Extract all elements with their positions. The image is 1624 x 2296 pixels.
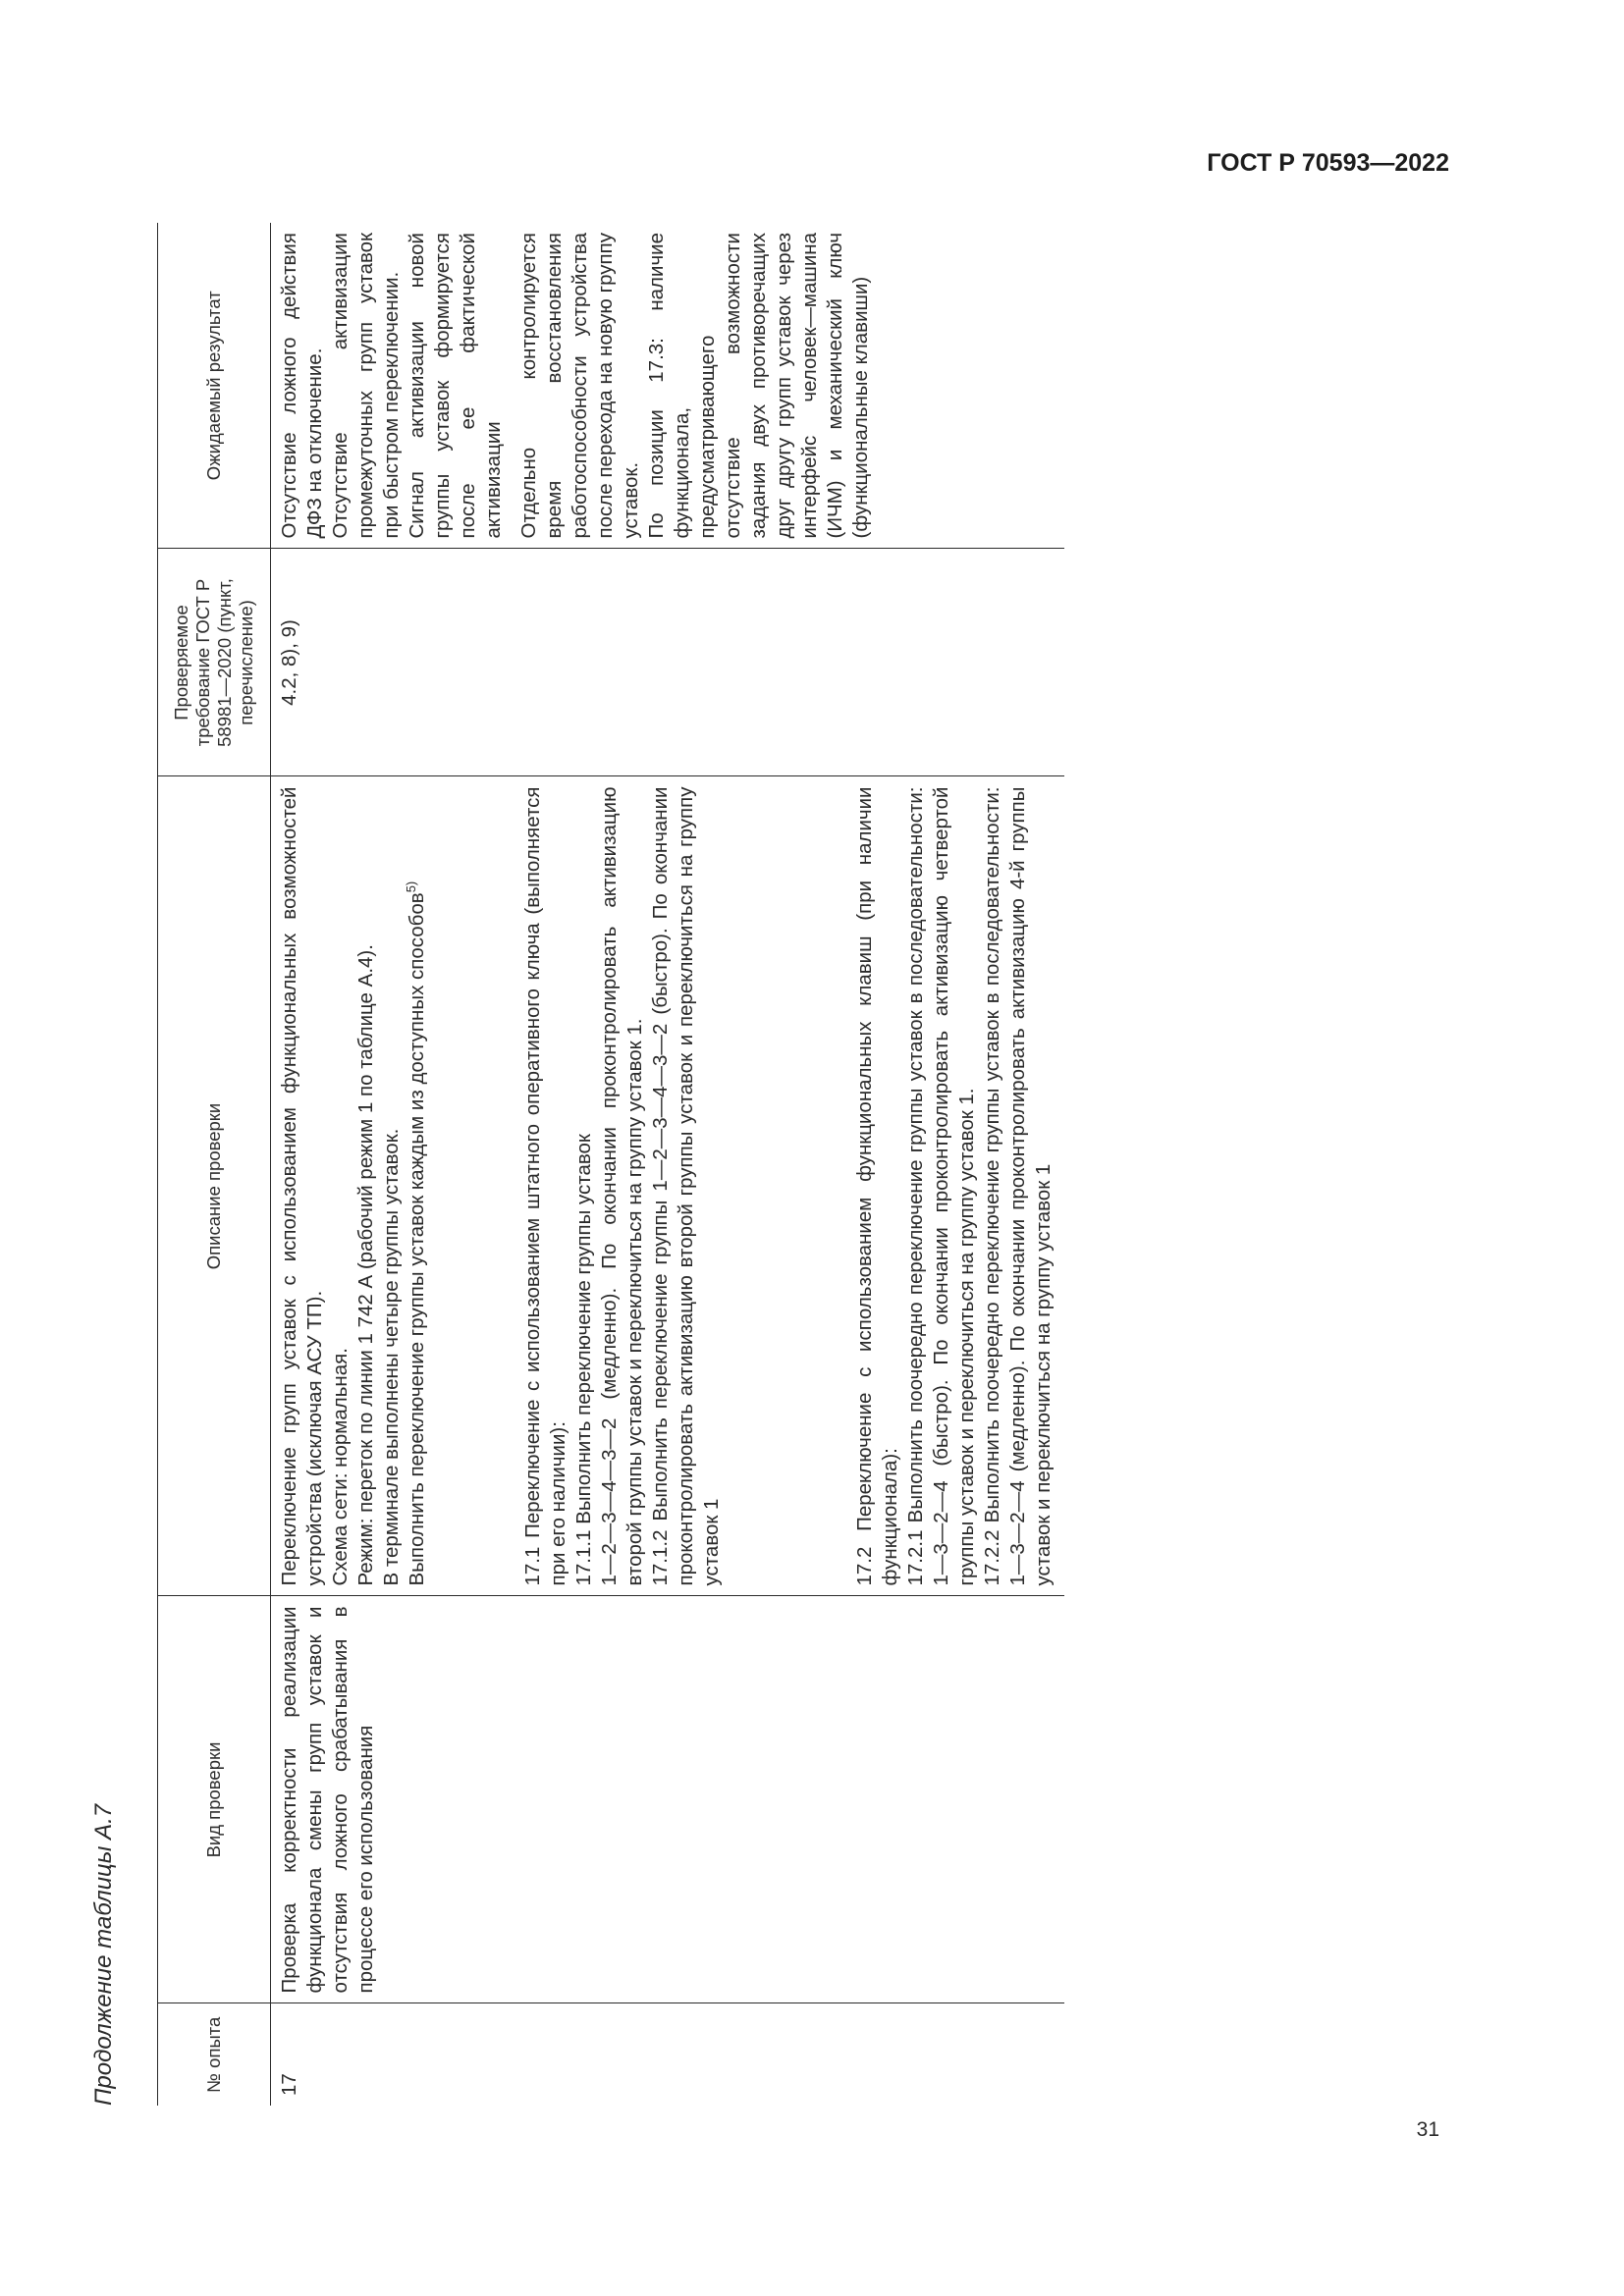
cell-type: Проверка корректности реализации функционала смены групп уставок и отсутствия ложного срабатывания в процессе его использования [271, 1596, 1065, 2003]
desc-p2: Схема сети: нормальная. [329, 1348, 352, 1586]
table-header-row [158, 223, 271, 2106]
desc-p1: Переключение групп уставок с использованием функциональных возможностей устройства (исключая АСУ ТП). [278, 786, 326, 1586]
desc-s1711-title: 17.1.1 Выполнить переключение группы уставок [572, 1134, 595, 1586]
cell-description [271, 776, 1065, 1596]
desc-s1721: 17.2.1 Выполнить поочередно переключение группы уставок в последовательности: 1—3—2—4 (быстро). По окончании проконтролировать активизацию четвертой группы уставок и переключиться на группу уставок 1. [904, 786, 978, 1586]
desc-s1712: 17.1.2 Выполнить переключение группы 1—2—3—4—3—2 (быстро). По окончании проконтролировать активизацию второй группы уставок и переключиться на группу уставок 1 [649, 786, 723, 1586]
header-no: № опыта [158, 2003, 271, 2106]
expected-e1: Отсутствие ложного действия ДФЗ на отключение. [278, 233, 326, 539]
table-caption: Продолжение таблицы А.7 [90, 1803, 117, 2106]
header-type: Вид проверки [158, 1596, 271, 2003]
expected-e3: Сигнал активизации новой группы уставок формируется после ее фактической активизации [406, 233, 505, 539]
header-requirement: Проверяемое требование ГОСТ Р 58981—2020 (пункт, перечисление) [158, 549, 271, 776]
expected-e4: Отдельно контролируется время восстановления работоспособности устройства после перехода на новую группу уставок. [517, 233, 642, 539]
cell-requirement: 4.2, 8), 9) [271, 549, 1065, 776]
header-expected: Ожидаемый результат [158, 223, 271, 549]
desc-s171: 17.1 Переключение с использованием штатного оперативного ключа (выполняется при его наличии): [521, 786, 569, 1586]
desc-p5-text: Выполнить переключение группы уставок каждым из доступных способов [406, 892, 428, 1586]
footnote-ref: 5) [404, 881, 419, 893]
desc-p4: В терминале выполнены четыре группы уставок. [380, 1128, 403, 1586]
cell-expected [271, 223, 1065, 549]
requirements-table [157, 223, 1064, 2106]
desc-s172: 17.2 Переключение с использованием функциональных клавиш (при наличии функционала): [853, 786, 901, 1586]
desc-s1722: 17.2.2 Выполнить поочередно переключение группы уставок в последовательности: 1—3—2—4 (медленно). По окончании проконтролировать активизацию 4-й группы уставок и переключиться на группу уставок 1 [981, 786, 1055, 1586]
header-description: Описание проверки [158, 776, 271, 1596]
page-number: 31 [1416, 2118, 1439, 2141]
desc-p5 [405, 787, 430, 1586]
rotated-table-page [90, 123, 1392, 2184]
expected-e5: По позиции 17.3: наличие функционала, предусматривающего отсутствие возможности задания двух противоречащих друг другу групп уставок через интерфейс человек—машина (ИЧМ) и механический ключ (функциональные клавиши) [645, 233, 872, 539]
document-header: ГОСТ Р 70593—2022 [1207, 149, 1449, 177]
expected-e2: Отсутствие активизации промежуточных групп уставок при быстром переключении. [329, 233, 403, 539]
desc-s1711-text: 1—2—3—4—3—2 (медленно). По окончании проконтролировать активизацию второй группы уставок и переключиться на группу уставок 1. [598, 786, 646, 1586]
table-row [271, 223, 1065, 2106]
cell-no: 17 [278, 2073, 300, 2096]
desc-p3: Режим: переток по линии 1 742 А (рабочий режим 1 по таблице А.4). [354, 944, 377, 1586]
